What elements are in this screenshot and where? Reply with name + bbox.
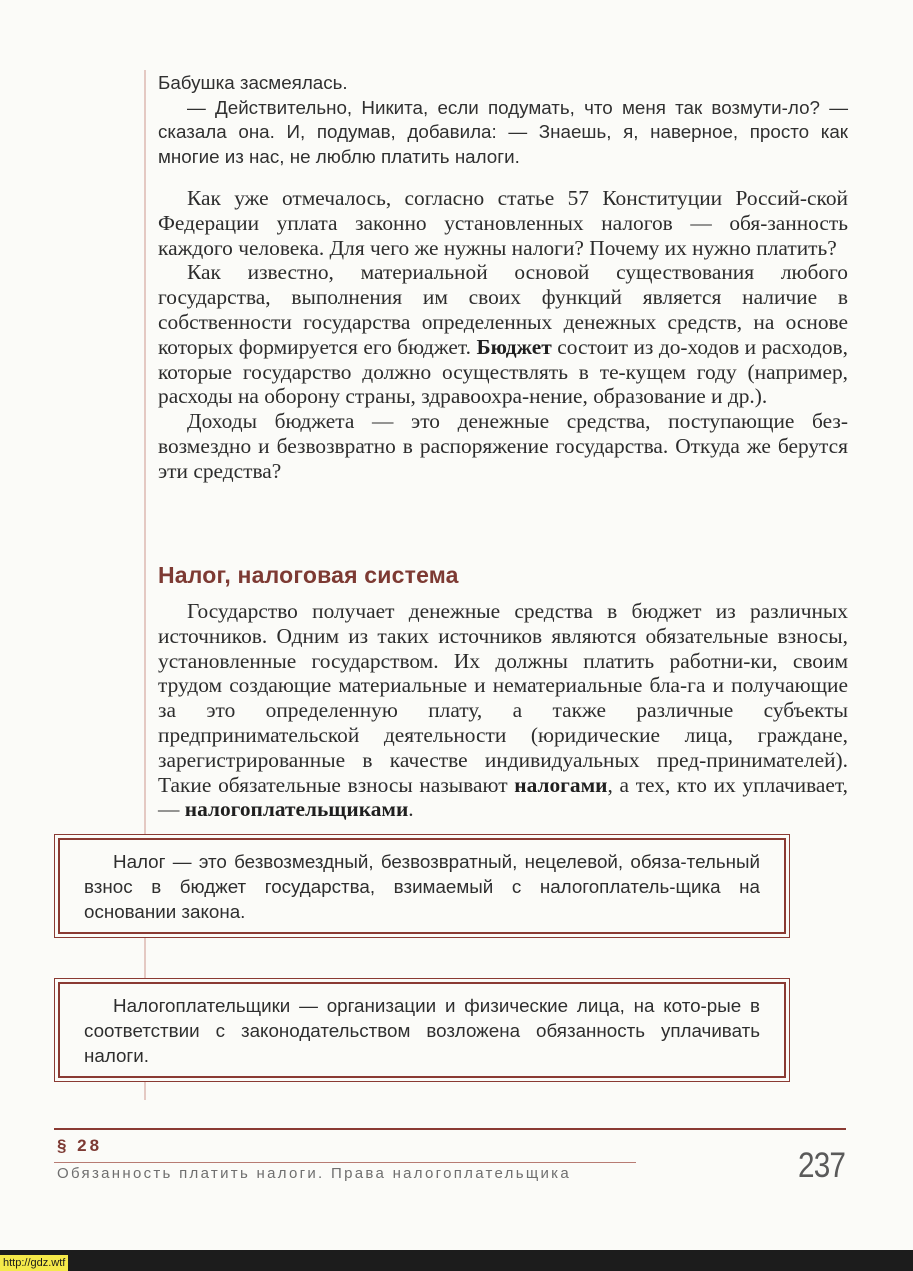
- section-text: [158, 599, 848, 822]
- scan-bottom-edge: [0, 1250, 913, 1271]
- dialog-excerpt: [158, 71, 848, 170]
- page-number: 237: [798, 1146, 846, 1185]
- footer-divider: [54, 1128, 846, 1130]
- paragraph-text: .: [408, 797, 414, 822]
- footer-underline: [54, 1162, 636, 1163]
- section-heading: Налог, налоговая система: [158, 562, 459, 588]
- dialog-line: — Действительно, Никита, если подумать, что меня так возмути-ло? — сказала она. И, подумав, добавила: — Знаешь, я, наверное, просто как многие из нас, не люблю платить налоги.: [158, 96, 848, 168]
- paragraph: Доходы бюджета — это денежные средства, поступающие без-возмездно и безвозвратно в распоряжение государства. Откуда же берутся эти средства?: [158, 409, 848, 483]
- definition-box-taxpayers: [54, 978, 790, 1082]
- chapter-title: Обязанность платить налоги. Права налогоплательщика: [57, 1165, 572, 1182]
- definition-frame: [58, 838, 786, 934]
- dialog-line: Бабушка засмеялась.: [158, 72, 348, 93]
- margin-rule: [144, 70, 146, 1100]
- definition-text: Налогоплательщики — организации и физические лица, на кото-рые в соответствии с законодательством возложена обязанность уплачивать налоги.: [84, 995, 760, 1066]
- definition-text: Налог — это безвозмездный, безвозвратный, нецелевой, обяза-тельный взнос в бюджет государства, взимаемый с налогоплатель-щика на основании закона.: [84, 851, 760, 922]
- paragraph: [158, 599, 848, 822]
- paragraph-text: Как известно, материальной основой существования любого государства, выполнения им своих функций является наличие в собственности государства определенных денежных средств, на основе которых формируется его бюджет.: [158, 260, 848, 359]
- paragraph-text: Государство получает денежные средства в бюджет из различных источников. Одним из таких источников являются обязательные взносы, установленные государством. Их должны платить работни-ки, своим трудом создающие материальные и нематериальные бла-га и получающие за это определенную плату, а также различные субъекты предпринимательской деятельности (юридические лица, граждане, зарегистрированные в качестве индивидуальных пред-принимателей). Такие обязательные взносы называют: [158, 599, 848, 797]
- paragraph: [158, 260, 848, 409]
- main-text: [158, 186, 848, 484]
- term-taxpayers: налогоплательщиками: [184, 797, 409, 822]
- definition-frame: [58, 982, 786, 1078]
- watermark-link[interactable]: http://gdz.wtf: [0, 1255, 68, 1271]
- paragraph: Как уже отмечалось, согласно статье 57 Конституции Россий-ской Федерации уплата законно установленных налогов — обя-занность каждого человека. Для чего же нужны налоги? Почему их нужно платить?: [158, 186, 848, 260]
- term-taxes: налогами: [514, 772, 608, 797]
- paragraph-text: состоит из до-ходов и расходов, которые государство должно осуществлять в те-кущем году (например, расходы на оборону страны, здравоохра-нение, образование и др.).: [158, 334, 848, 409]
- paragraph-text: , а тех, кто их уплачивает, —: [158, 772, 848, 822]
- term-budget: Бюджет: [476, 334, 552, 359]
- section-number: § 28: [57, 1136, 103, 1155]
- definition-box-tax: [54, 834, 790, 938]
